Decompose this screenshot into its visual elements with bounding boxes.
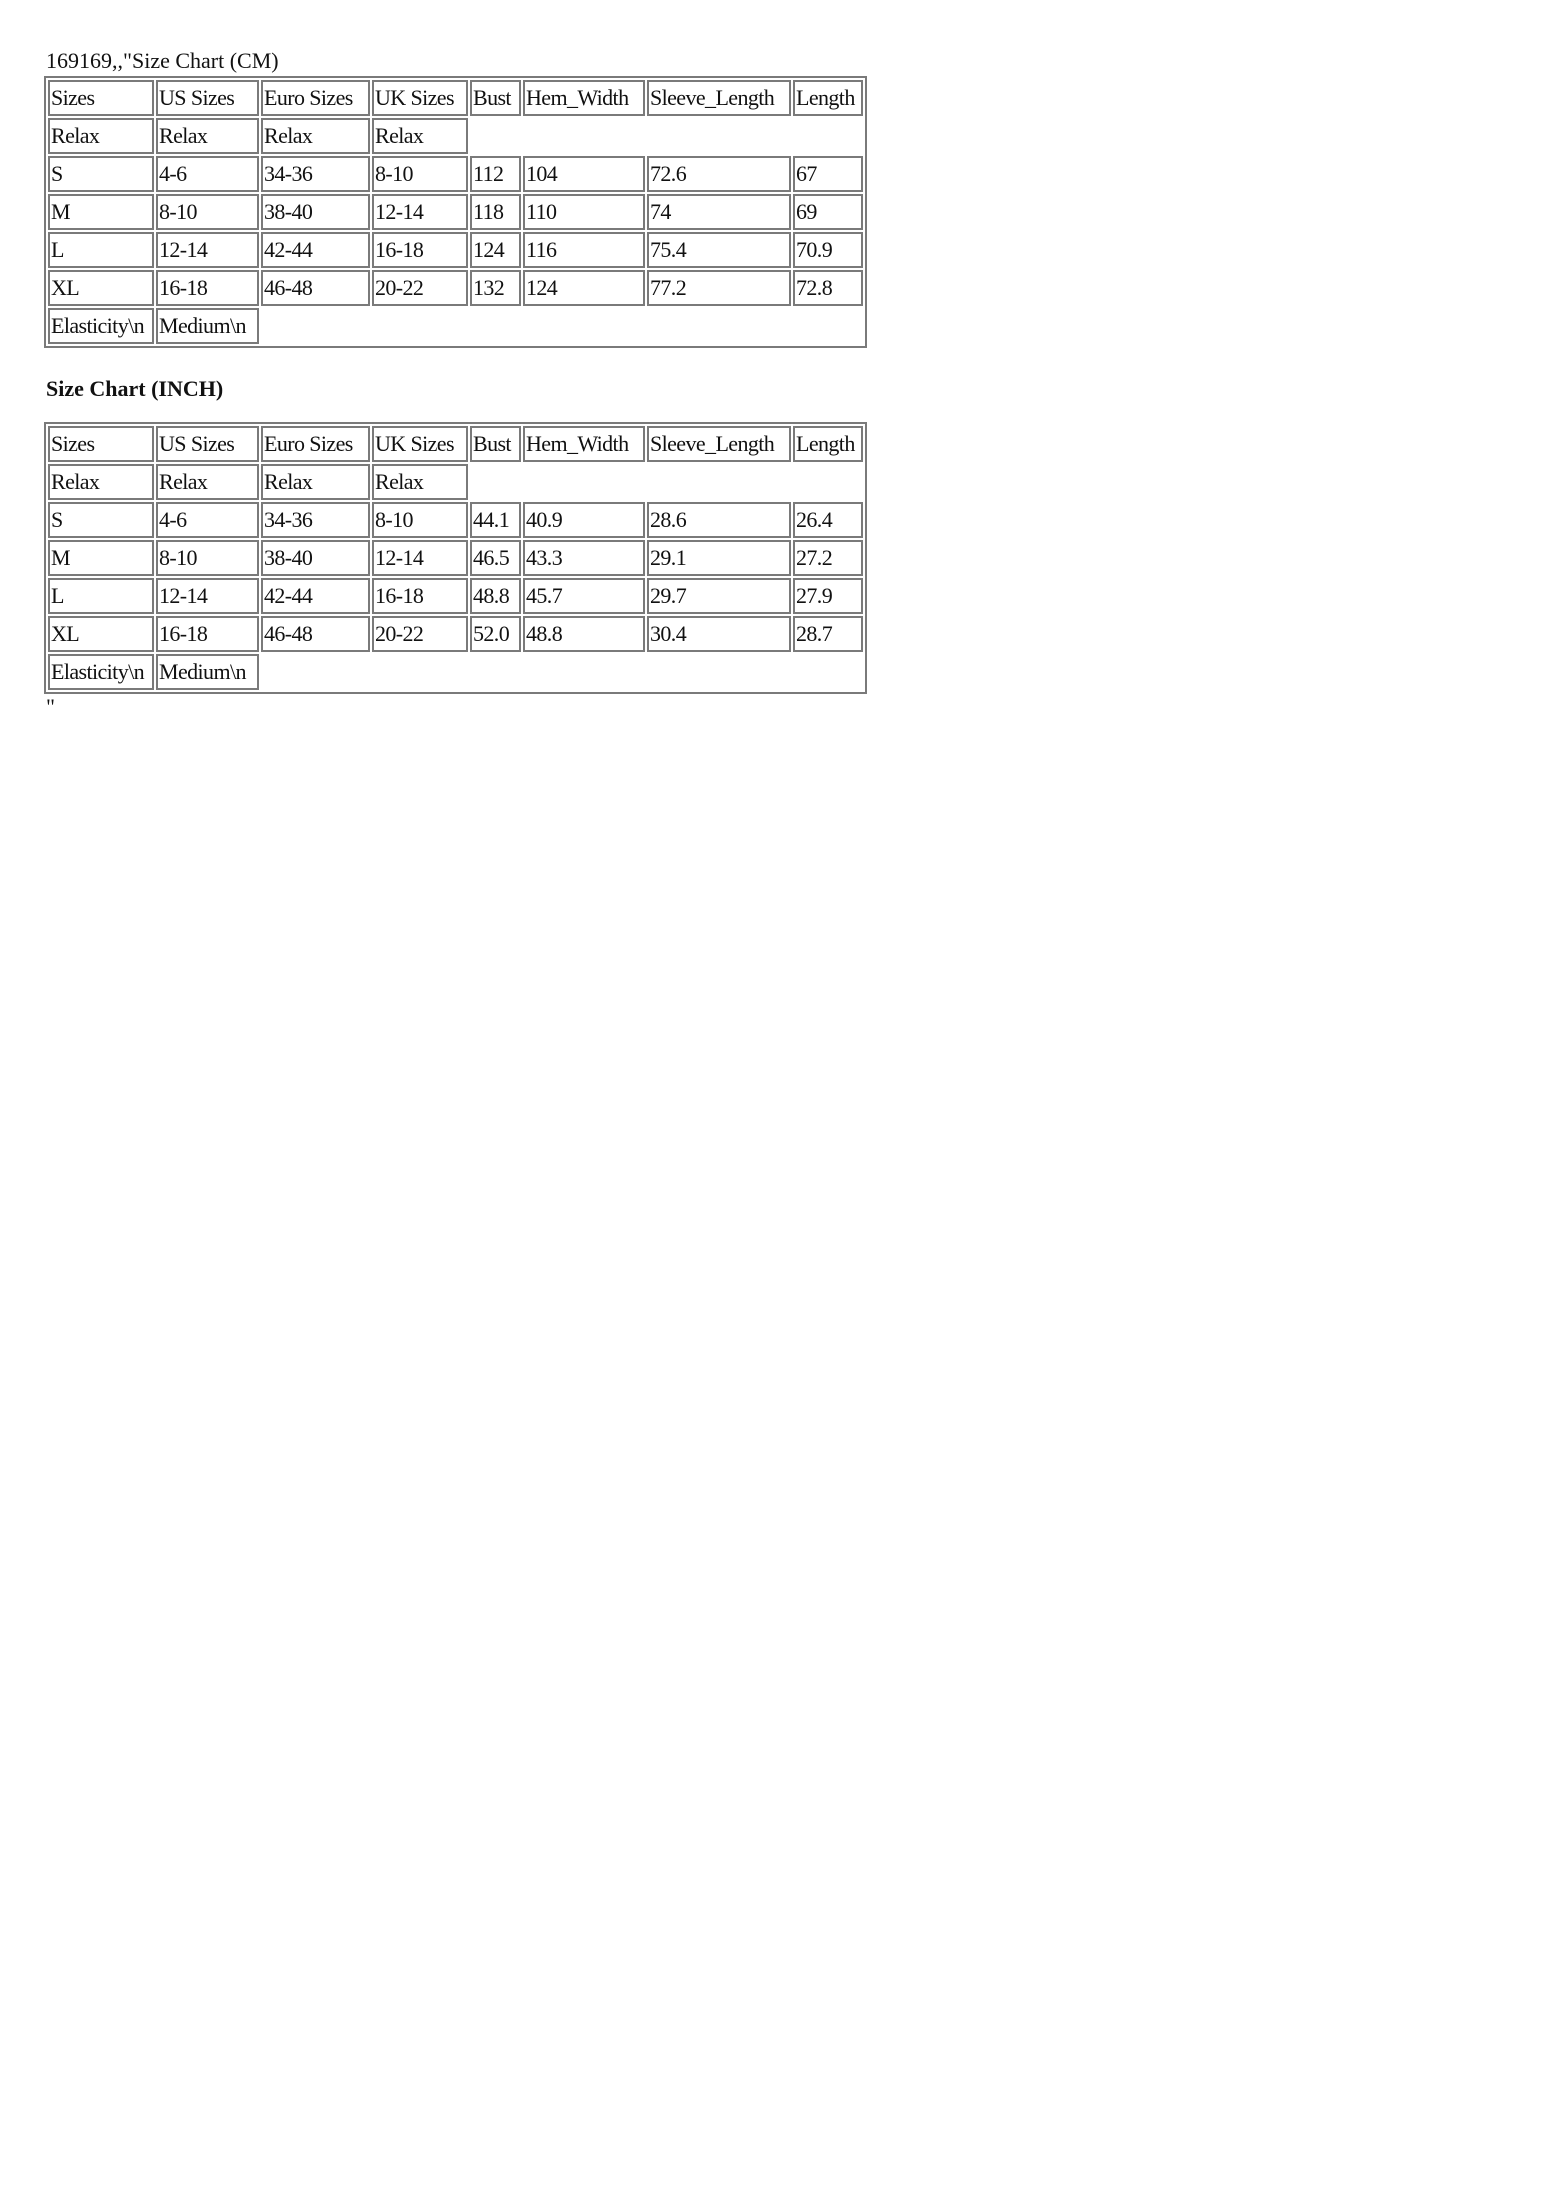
table-cell: 52.0 bbox=[470, 616, 521, 652]
table-cell: 20-22 bbox=[372, 270, 468, 306]
empty-cell bbox=[470, 464, 863, 500]
table-cell: 16-18 bbox=[156, 270, 259, 306]
table-cell: 12-14 bbox=[156, 578, 259, 614]
table-header-row bbox=[48, 80, 863, 116]
table-cell: 40.9 bbox=[523, 502, 645, 538]
table-cell: Relax bbox=[372, 464, 468, 500]
table-cell: S bbox=[48, 502, 154, 538]
elasticity-row bbox=[48, 308, 863, 344]
table-cell: S bbox=[48, 156, 154, 192]
table-cell: 4-6 bbox=[156, 502, 259, 538]
empty-cell bbox=[470, 118, 863, 154]
table-cell: 45.7 bbox=[523, 578, 645, 614]
table-cell: 8-10 bbox=[156, 540, 259, 576]
table-cell: 12-14 bbox=[156, 232, 259, 268]
table-cell: 118 bbox=[470, 194, 521, 230]
table-cell: 26.4 bbox=[793, 502, 863, 538]
header-cell: Sizes bbox=[48, 80, 154, 116]
relax-row bbox=[48, 464, 863, 500]
table-cell: 29.1 bbox=[647, 540, 791, 576]
table-cell: 16-18 bbox=[156, 616, 259, 652]
table-cell: 16-18 bbox=[372, 578, 468, 614]
table-row bbox=[48, 578, 863, 614]
table-cell: 48.8 bbox=[470, 578, 521, 614]
table-cell: Relax bbox=[372, 118, 468, 154]
table-cell: Elasticity\n bbox=[48, 308, 154, 344]
header-cell: Hem_Width bbox=[523, 80, 645, 116]
table-cell: 8-10 bbox=[372, 502, 468, 538]
table-row bbox=[48, 194, 863, 230]
header-cell: Sizes bbox=[48, 426, 154, 462]
header-cell: Hem_Width bbox=[523, 426, 645, 462]
table-cell: 75.4 bbox=[647, 232, 791, 268]
inch-chart-title: Size Chart (INCH) bbox=[46, 376, 224, 401]
table-cell: Medium\n bbox=[156, 654, 259, 690]
header-cell: UK Sizes bbox=[372, 80, 468, 116]
elasticity-row bbox=[48, 654, 863, 690]
header-cell: US Sizes bbox=[156, 80, 259, 116]
table-cell: 20-22 bbox=[372, 616, 468, 652]
document-body bbox=[46, 46, 867, 720]
table-cell: XL bbox=[48, 616, 154, 652]
table-cell: 43.3 bbox=[523, 540, 645, 576]
table-cell: 72.8 bbox=[793, 270, 863, 306]
table-cell: XL bbox=[48, 270, 154, 306]
empty-cell bbox=[261, 308, 863, 344]
table-cell: 124 bbox=[523, 270, 645, 306]
header-cell: UK Sizes bbox=[372, 426, 468, 462]
table-cell: 28.6 bbox=[647, 502, 791, 538]
table-cell: M bbox=[48, 540, 154, 576]
cm-size-table bbox=[44, 76, 867, 348]
table-cell: 34-36 bbox=[261, 502, 370, 538]
table-cell: 110 bbox=[523, 194, 645, 230]
relax-row bbox=[48, 118, 863, 154]
header-cell: Sleeve_Length bbox=[647, 80, 791, 116]
table-cell: 46.5 bbox=[470, 540, 521, 576]
table-cell: 112 bbox=[470, 156, 521, 192]
table-cell: 104 bbox=[523, 156, 645, 192]
table-cell: 4-6 bbox=[156, 156, 259, 192]
table-cell: 27.9 bbox=[793, 578, 863, 614]
table-cell: Relax bbox=[48, 118, 154, 154]
closing-quote: " bbox=[46, 694, 55, 719]
table-cell: 46-48 bbox=[261, 616, 370, 652]
table-cell: Relax bbox=[48, 464, 154, 500]
table-cell: 69 bbox=[793, 194, 863, 230]
table-cell: 72.6 bbox=[647, 156, 791, 192]
table-row bbox=[48, 616, 863, 652]
table-cell: 48.8 bbox=[523, 616, 645, 652]
table-cell: 28.7 bbox=[793, 616, 863, 652]
table-cell: 12-14 bbox=[372, 194, 468, 230]
header-cell: Bust bbox=[470, 80, 521, 116]
table-cell: 77.2 bbox=[647, 270, 791, 306]
table-cell: 16-18 bbox=[372, 232, 468, 268]
table-cell: 42-44 bbox=[261, 232, 370, 268]
table-cell: 46-48 bbox=[261, 270, 370, 306]
table-cell: 30.4 bbox=[647, 616, 791, 652]
table-cell: 74 bbox=[647, 194, 791, 230]
table-cell: 8-10 bbox=[156, 194, 259, 230]
table-cell: 70.9 bbox=[793, 232, 863, 268]
table-row bbox=[48, 502, 863, 538]
header-cell: Bust bbox=[470, 426, 521, 462]
table-header-row bbox=[48, 426, 863, 462]
table-cell: 27.2 bbox=[793, 540, 863, 576]
table-cell: 34-36 bbox=[261, 156, 370, 192]
empty-cell bbox=[261, 654, 863, 690]
table-cell: Medium\n bbox=[156, 308, 259, 344]
table-cell: 8-10 bbox=[372, 156, 468, 192]
inch-size-table bbox=[44, 422, 867, 694]
table-cell: Relax bbox=[156, 118, 259, 154]
table-cell: 116 bbox=[523, 232, 645, 268]
table-cell: 44.1 bbox=[470, 502, 521, 538]
table-cell: 38-40 bbox=[261, 540, 370, 576]
table-cell: 124 bbox=[470, 232, 521, 268]
header-cell: Euro Sizes bbox=[261, 426, 370, 462]
table-cell: 42-44 bbox=[261, 578, 370, 614]
table-cell: L bbox=[48, 232, 154, 268]
header-cell: US Sizes bbox=[156, 426, 259, 462]
table-cell: Elasticity\n bbox=[48, 654, 154, 690]
table-row bbox=[48, 156, 863, 192]
table-cell: 67 bbox=[793, 156, 863, 192]
table-cell: Relax bbox=[261, 118, 370, 154]
table-cell: Relax bbox=[261, 464, 370, 500]
table-cell: M bbox=[48, 194, 154, 230]
cm-chart-title: 169169,,"Size Chart (CM) bbox=[46, 48, 279, 73]
table-row bbox=[48, 270, 863, 306]
table-cell: Relax bbox=[156, 464, 259, 500]
header-cell: Length bbox=[793, 80, 863, 116]
header-cell: Euro Sizes bbox=[261, 80, 370, 116]
table-cell: 38-40 bbox=[261, 194, 370, 230]
table-cell: L bbox=[48, 578, 154, 614]
header-cell: Sleeve_Length bbox=[647, 426, 791, 462]
table-cell: 132 bbox=[470, 270, 521, 306]
table-cell: 29.7 bbox=[647, 578, 791, 614]
header-cell: Length bbox=[793, 426, 863, 462]
table-cell: 12-14 bbox=[372, 540, 468, 576]
table-row bbox=[48, 540, 863, 576]
table-row bbox=[48, 232, 863, 268]
